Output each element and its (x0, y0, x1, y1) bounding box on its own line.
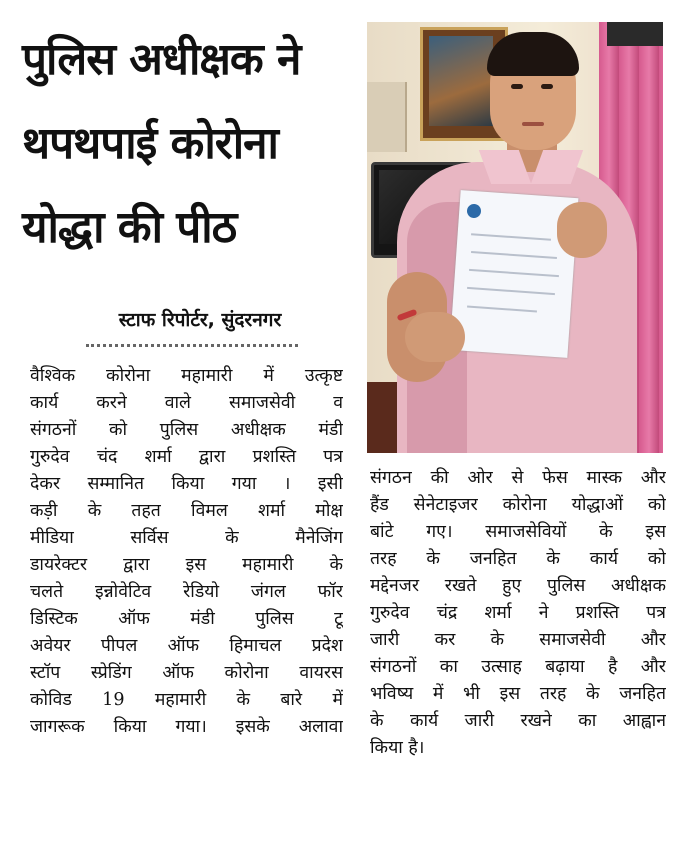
article-line: कार्य करने वाले समाजसेवी व (30, 393, 343, 413)
article-line: डिस्टिक ऑफ मंडी पुलिस टू (30, 609, 343, 629)
article-line: अवेयर पीपल ऑफ हिमाचल प्रदेश (30, 636, 343, 656)
article-line: जारी कर के समाजसेवी और (370, 630, 666, 650)
article-line: कड़ी के तहत विमल शर्मा मोक्ष (30, 501, 343, 521)
photo-hand-left (405, 312, 465, 362)
news-photo (367, 22, 663, 453)
headline (22, 18, 357, 270)
article-line: मद्देनजर रखते हुए पुलिस अधीक्षक (370, 576, 666, 596)
article-line: बांटे गए। समाजसेवियों के इस (370, 522, 666, 542)
article-line: देकर सम्मानित किया गया । इसी (30, 474, 343, 494)
article-line: कोविड 19 महामारी के बारे में (30, 690, 343, 710)
article-column-right (370, 465, 666, 762)
article-line: गुरुदेव चंद शर्मा द्वारा प्रशस्ति पत्र (30, 447, 343, 467)
article-line: वैश्विक कोरोना महामारी में उत्कृष्ट (30, 366, 343, 386)
photo-picture (429, 36, 493, 126)
article-line: गुरुदेव चंद्र शर्मा ने प्रशस्ति पत्र (370, 603, 666, 623)
article-line: डायरेक्टर द्वारा इस महामारी के (30, 555, 343, 575)
byline: स्टाफ रिपोर्टर, सुंदरनगर (118, 309, 282, 331)
headline-line-2: थपथपाई कोरोना (22, 118, 278, 169)
headline-line-3: योद्धा की पीठ (22, 202, 237, 253)
article-line: चलते इन्नोवेटिव रेडियो जंगल फॉर (30, 582, 343, 602)
article-line: संगठनों को पुलिस अधीक्षक मंडी (30, 420, 343, 440)
photo-eye-right (541, 84, 553, 89)
photo-hand-right (557, 202, 607, 258)
photo-mouth (522, 122, 544, 126)
headline-line-1: पुलिस अधीक्षक ने (22, 34, 301, 85)
article-line: संगठन की ओर से फेस मास्क और (370, 468, 666, 488)
article-line: किया है। (370, 738, 425, 758)
article-line: संगठनों का उत्साह बढ़ाया है और (370, 657, 666, 677)
article-line: तरह के जनहित के कार्य को (370, 549, 666, 569)
photo-curtain-rod (607, 22, 663, 46)
article-line: के कार्य जारी रखने का आह्वान (370, 711, 666, 731)
article-line: मीडिया सर्विस के मैनेजिंग (30, 528, 343, 548)
article-column-left (30, 363, 343, 741)
article-line: जागरूक किया गया। इसके अलावा (30, 717, 343, 737)
article-line: स्टॉप स्प्रेडिंग ऑफ कोरोना वायरस (30, 663, 343, 683)
photo-shelf (367, 82, 407, 152)
photo-eye-left (511, 84, 523, 89)
article-line: भविष्य में भी इस तरह के जनहित (370, 684, 666, 704)
article-line: हैंड सेनेटाइजर कोरोना योद्धाओं को (370, 495, 666, 515)
byline-divider (86, 344, 298, 347)
